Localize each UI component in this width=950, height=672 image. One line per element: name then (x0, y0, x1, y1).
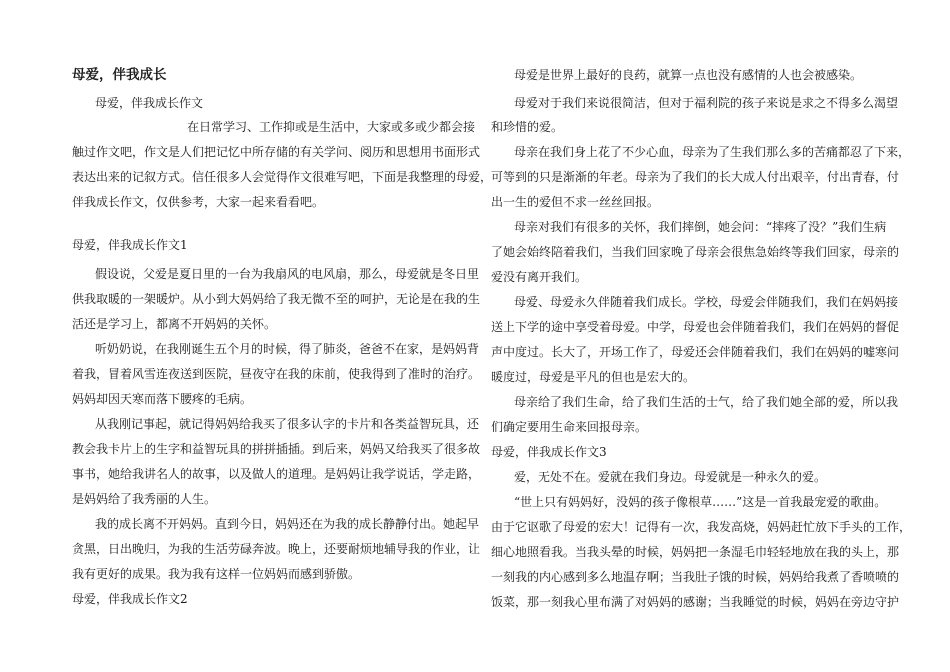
text-line: 母亲对我们有很多的关怀，我们摔倒，她会问：“摔疼了没？”我们生病 (514, 220, 887, 234)
text-line: 出一生的爱但不求一丝丝回报。 (491, 195, 660, 209)
text-line: 从我刚记事起，就记得妈妈给我买了很多认字的卡片和各类益智玩具，还 (95, 417, 480, 431)
text-line: 活还是学习上，都离不开妈妈的关怀。 (72, 317, 277, 331)
text-line: 一刻我的内心感到多么地温存啊；当我肚子饿的时候，妈妈给我煮了香喷喷的 (491, 570, 900, 584)
text-line: 听奶奶说，在我刚诞生五个月的时候，得了肺炎，爸爸不在家，是妈妈背 (95, 342, 480, 356)
text-line: 和珍惜的爱。 (491, 120, 564, 134)
text-line: 声中度过。长大了，开场工作了，母爱还会伴随着我们，我们在妈妈的嘘寒问 (491, 345, 900, 359)
text-line: 母爱、母爱永久伴随着我们成长。学校，母爱会伴随我们，我们在妈妈接 (514, 295, 899, 309)
text-line: 我有更好的成果。我为我有这样一位妈妈而感到骄傲。 (72, 567, 361, 581)
text-line: 母亲在我们身上花了不少心血，母亲为了生我们那么多的苦痛都忍了下来， (514, 145, 911, 159)
text-line: “世上只有妈妈好，没妈的孩子像根草……”这是一首我最宠爱的歌曲。 (514, 495, 887, 509)
text-line: 触过作文吧，作文是人们把记忆中所存储的有关学问、阅历和思想用书面形式 (72, 145, 481, 159)
text-line: 可等到的只是渐渐的年老。母亲为了我们的长大成人付出艰辛，付出青春，付 (491, 170, 900, 184)
text-line: 细心地照看我。当我头晕的时候，妈妈把一条湿毛巾轻轻地放在我的头上，那 (491, 545, 900, 559)
text-line: 是妈妈给了我秀丽的人生。 (72, 492, 217, 506)
text-line: 表达出来的记叙方式。信任很多人会觉得作文很难写吧，下面是我整理的母爱， (72, 170, 493, 184)
text-line: 贪黑，日出晚归，为我的生活劳碌奔波。晚上，还要耐烦地辅导我的作业，让 (72, 542, 481, 556)
section-heading: 母爱，伴我成长作文3 (491, 445, 607, 459)
text-line: 供我取暖的一架暖炉。从小到大妈妈给了我无微不至的呵护，无论是在我的生 (72, 292, 481, 306)
text-line: 教会我卡片上的生字和益智玩具的拼拼插插。到后来，妈妈又给我买了很多故 (72, 442, 481, 456)
text-line: 爱，无处不在。爱就在我们身边。母爱就是一种永久的爱。 (514, 470, 827, 484)
text-line: 母爱是世界上最好的良药，就算一点也没有感情的人也会被感染。 (514, 68, 863, 82)
subtitle-line: 母爱，伴我成长作文 (95, 96, 204, 110)
text-line: 了她会始终陪着我们，当我们回家晚了母亲会很焦急始终等我们回家，母亲的 (491, 245, 900, 259)
text-line: 饭菜，那一刻我心里布满了对妈妈的感谢；当我睡觉的时候，妈妈在旁边守护 (491, 595, 900, 609)
text-line: 母爱对于我们来说很简洁，但对于福利院的孩子来说是求之不得多么渴望 (514, 96, 899, 110)
text-line: 着我，冒着风雪连夜送到医院，昼夜守在我的床前，使我得到了准时的治疗。 (72, 367, 481, 381)
section-heading: 母爱，伴我成长作文2 (72, 592, 188, 606)
text-line: 由于它讴歌了母爱的宏大！记得有一次，我发高烧，妈妈赶忙放下手头的工作， (491, 520, 912, 534)
text-line: 假设说，父爱是夏日里的一台为我扇风的电风扇，那么，母爱就是冬日里 (95, 267, 480, 281)
text-line: 暖度过，母爱是平凡的但也是宏大的。 (491, 370, 696, 384)
text-line: 我的成长离不开妈妈。直到今日，妈妈还在为我的成长静静付出。她起早 (95, 517, 480, 531)
text-line: 母亲给了我们生命，给了我们生活的士气，给了我们她全部的爱，所以我 (514, 395, 899, 409)
text-line: 妈妈却因天寒而落下腰疼的毛病。 (72, 392, 253, 406)
text-line: 们确定要用生命来回报母亲。 (491, 420, 648, 434)
page-title: 母爱，伴我成长 (72, 67, 167, 83)
text-line: 伴我成长作文，仅供参考，大家一起来看看吧。 (72, 195, 325, 209)
text-line: 在日常学习、工作抑或是生活中，大家或多或少都会接 (187, 120, 476, 134)
section-heading: 母爱，伴我成长作文1 (72, 238, 188, 252)
text-line: 送上下学的途中享受着母爱。中学，母爱也会伴随着我们，我们在妈妈的督促 (491, 320, 900, 334)
text-line: 爱没有离开我们。 (491, 270, 588, 284)
text-line: 事书，她给我讲名人的故事，以及做人的道理。是妈妈让我学说话，学走路， (72, 467, 481, 481)
